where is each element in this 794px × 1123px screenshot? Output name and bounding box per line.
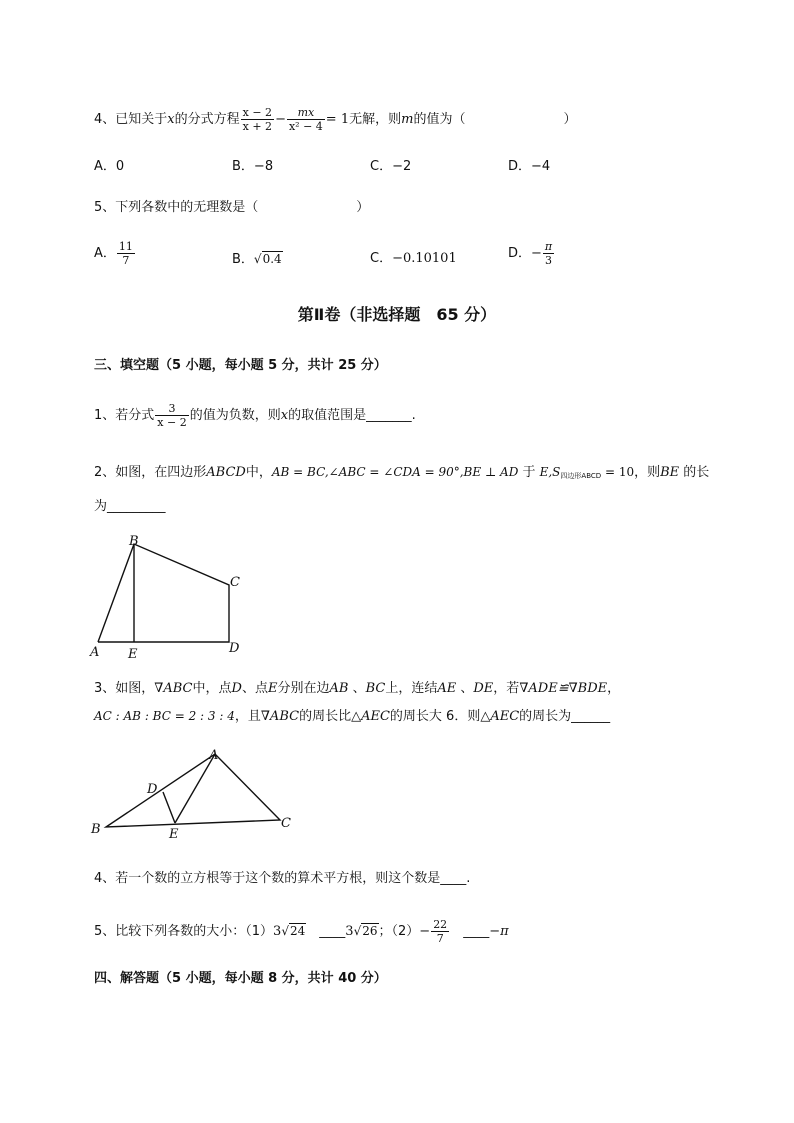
f5-blank: ____ <box>450 924 490 939</box>
q5-text: 5、下列各数中的无理数是（ <box>94 200 259 215</box>
f5-text: ；（2） <box>378 924 420 939</box>
segment-ae <box>175 754 215 823</box>
f3-text: 、点 <box>241 681 268 696</box>
frac-den: 3 <box>545 254 553 267</box>
quadrilateral-figure <box>88 530 258 662</box>
f2-math: E,S <box>539 465 561 479</box>
f3-text: 中，点 <box>192 681 232 696</box>
f5-fraction <box>431 918 449 945</box>
label-e: E <box>169 827 179 842</box>
sqrt-26: √26 <box>353 924 378 938</box>
q4-option-b <box>232 158 273 176</box>
f1-text: 的值为负数，则 <box>189 408 281 423</box>
q4-minus: − <box>275 112 286 127</box>
fill-question-1 <box>94 402 416 429</box>
f2-text: 的长 <box>679 465 710 480</box>
label-d: D <box>147 782 158 797</box>
f2-math: ABCD <box>206 465 246 480</box>
frac-num: 22 <box>433 918 448 931</box>
q4-text: 的分式方程 <box>174 112 240 127</box>
fill-question-5 <box>94 918 509 945</box>
f3-text: 的周长大 6．则 <box>389 709 481 724</box>
f3-text: 分别在边 <box>277 681 330 696</box>
option-label: B． <box>232 159 254 174</box>
f5-coef: 3 <box>345 924 354 939</box>
label-a: A <box>209 748 219 763</box>
fill-question-2-line2: 为_________ <box>94 499 166 514</box>
option-label: C． <box>370 251 393 266</box>
q4-fraction-1 <box>241 106 274 133</box>
label-c: C <box>281 816 291 831</box>
f3-text: 、 <box>348 681 366 696</box>
frac-num: 3 <box>155 402 188 416</box>
option-fraction <box>543 240 554 267</box>
q4-fraction-2 <box>287 106 325 133</box>
q4-text: 4、已知关于 <box>94 112 168 127</box>
option-label: D． <box>508 159 532 174</box>
q4-eq: = 1 <box>325 112 350 127</box>
q4-option-c <box>370 158 411 176</box>
f2-text: 2、如图，在四边形 <box>94 465 207 480</box>
f5-blank: ____ <box>306 924 346 939</box>
fill-question-3-line2 <box>94 707 610 726</box>
q5-option-a <box>94 240 136 267</box>
frac-den: 7 <box>122 254 130 267</box>
frac-num: mx <box>287 106 325 120</box>
f3-math: △AEC <box>351 709 390 724</box>
q5-close: ） <box>356 200 370 215</box>
sqrt-24: √24 <box>281 924 306 938</box>
option-label: B． <box>232 252 254 267</box>
f2-text: ，则 <box>634 465 661 480</box>
f2-subscript: 四边形ABCD <box>560 472 602 480</box>
f3-text: 的周长比 <box>299 709 352 724</box>
frac-num: π <box>544 240 553 253</box>
f2-math: = 10 <box>601 465 635 479</box>
triangle-abc <box>106 754 280 827</box>
f1-var: x <box>280 408 289 423</box>
f2-math: BE <box>660 465 680 480</box>
f2-text: 中， <box>245 465 272 480</box>
f3-math: ∇ADE≌∇BDE <box>519 681 608 696</box>
part-2-title: 第Ⅱ卷（非选择题 65 分） <box>297 305 497 324</box>
quadrilateral-outline <box>98 544 229 642</box>
q4-text: 无解，则 <box>349 112 402 127</box>
q5-option-d <box>508 240 555 267</box>
radicand: 24 <box>289 924 306 938</box>
label-e: E <box>128 647 138 662</box>
f5-text: 5、比较下列各数的大小：（1） <box>94 924 274 939</box>
fill-question-2 <box>94 463 709 485</box>
option-label: A． <box>94 246 116 261</box>
f3-math: △AEC <box>480 709 520 724</box>
option-value: −4 <box>531 159 551 174</box>
f3-text: ， <box>607 681 621 696</box>
f5-minus: − <box>419 924 431 939</box>
f3-text: ，且 <box>234 709 261 724</box>
label-b: B <box>91 822 101 837</box>
f2-text: 于 <box>518 465 540 480</box>
sqrt-expression: √0.4 <box>253 252 282 266</box>
fill-question-3 <box>94 680 620 698</box>
q4-option-a <box>94 158 124 176</box>
radicand: 26 <box>362 924 378 938</box>
question-4-choice <box>94 106 576 133</box>
f3-math: E <box>267 681 278 696</box>
f3-math: AB <box>329 681 349 696</box>
section-4-title: 四、解答题（5 小题，每小题 8 分，共计 40 分） <box>94 971 387 986</box>
label-c: C <box>230 575 240 590</box>
frac-den: 7 <box>436 932 444 945</box>
option-label: C． <box>370 159 393 174</box>
section-3-title: 三、填空题（5 小题，每小题 5 分，共计 25 分） <box>94 358 387 373</box>
f3-math: ∇ABC <box>154 681 193 696</box>
q5-option-b <box>232 250 283 269</box>
q4-option-d <box>508 158 550 176</box>
f3-math: BC <box>365 681 386 696</box>
f3-math: AE <box>437 681 457 696</box>
option-label: D． <box>508 246 532 261</box>
f3-math: D <box>231 681 242 696</box>
f1-text: 的取值范围是_______. <box>288 408 416 423</box>
q5-option-c <box>370 250 457 268</box>
f3-math: DE <box>473 681 494 696</box>
f1-text: 1、若分式 <box>94 408 155 423</box>
q4-close: ） <box>563 112 577 127</box>
q4-text: 的值为（ <box>413 112 466 127</box>
option-value: 0 <box>115 159 125 174</box>
q4-var: m <box>401 112 414 127</box>
f3-text: 的周长为______ <box>519 709 611 724</box>
fill-question-4: 4、若一个数的立方根等于这个数的算术平方根，则这个数是____. <box>94 871 471 886</box>
frac-num: 11 <box>118 240 133 253</box>
option-minus: − <box>531 246 542 261</box>
f3-text: 上，连结 <box>385 681 438 696</box>
f5-coef: 3 <box>273 924 282 939</box>
q4-var: x <box>167 112 175 127</box>
f5-math: −π <box>489 924 509 939</box>
frac-den: x + 2 <box>242 120 273 133</box>
f3-math: AC : AB : BC = 2 : 3 : 4 <box>94 709 235 723</box>
frac-den: x² − 4 <box>288 120 323 133</box>
f3-text: ，若 <box>493 681 520 696</box>
frac-num: x − 2 <box>242 106 273 119</box>
label-d: D <box>229 641 240 656</box>
segment-de <box>163 792 175 823</box>
f2-math: AB = BC,∠ABC = ∠CDA = 90°,BE ⊥ AD <box>271 465 519 479</box>
label-a: A <box>90 645 100 660</box>
question-5-choice <box>94 199 369 217</box>
f3-text: 、 <box>456 681 474 696</box>
f3-math: ∇ABC <box>260 709 300 724</box>
f1-fraction <box>155 402 188 429</box>
label-b: B <box>129 534 139 549</box>
option-value: −2 <box>392 159 412 174</box>
frac-den: x − 2 <box>157 416 187 429</box>
option-value: −8 <box>253 159 274 174</box>
triangle-figure <box>88 742 303 844</box>
radicand: 0.4 <box>262 252 282 266</box>
option-label: A． <box>94 159 116 174</box>
option-value: −0.10101 <box>392 251 457 266</box>
option-fraction <box>117 240 135 267</box>
f3-text: 3、如图， <box>94 681 155 696</box>
